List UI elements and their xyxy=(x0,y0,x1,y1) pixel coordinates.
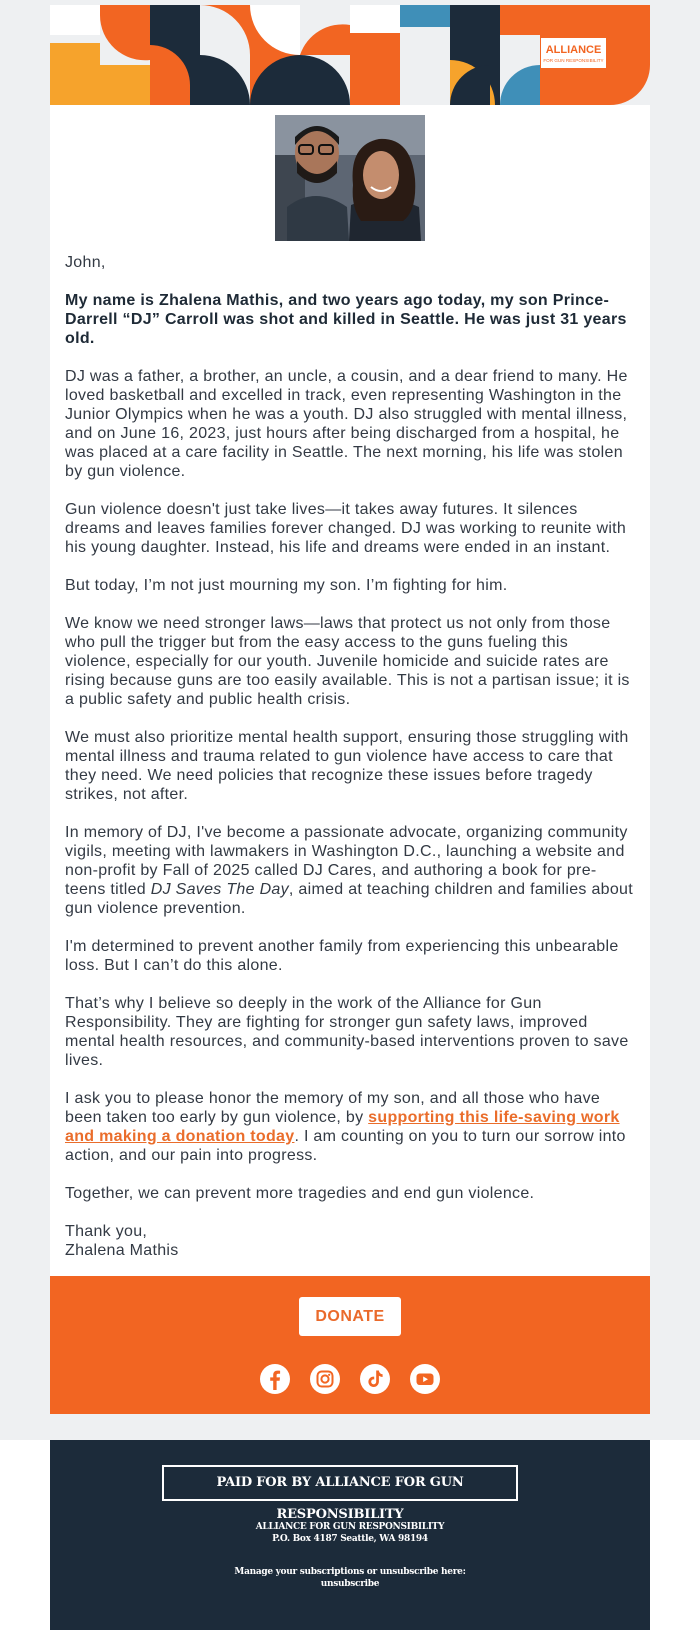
cta-section xyxy=(50,1276,650,1414)
footer-org-name: ALLIANCE FOR GUN RESPONSIBILITY xyxy=(255,1522,445,1532)
instagram-icon[interactable] xyxy=(309,1363,341,1395)
footer-manage-block xyxy=(50,1566,650,1590)
signature: Zhalena Mathis xyxy=(65,1242,179,1259)
social-links xyxy=(50,1363,650,1399)
letter-body xyxy=(50,105,650,1276)
tiktok-icon[interactable] xyxy=(359,1363,391,1395)
youtube-icon[interactable] xyxy=(409,1363,441,1395)
signoff xyxy=(65,1222,635,1260)
paragraph-ask xyxy=(65,1089,635,1165)
greeting: John, xyxy=(65,254,106,271)
footer xyxy=(50,1440,650,1630)
paragraph-mental-health: We must also prioritize mental health support, ensuring those struggling with mental illness and trauma related to gun violence have access to care that they need. We need policies that recognize these issues before tragedy strikes, not after. xyxy=(65,729,629,803)
advocacy-text: In memory of DJ, I've become a passionate advocate, organizing community vigils, meeting with lawmakers in Washington D.C., launching a website and non-profit by Fall of 2025 called DJ Cares, and authoring a book for pre-teens titled xyxy=(65,824,628,898)
book-title: DJ Saves The Day xyxy=(150,881,289,898)
paragraph-stronger-laws: We know we need stronger laws—laws that protect us not only from those who pull the trigger but from the easy access to the guns fueling this violence, especially for our youth. Juvenile homicide and suicide rates are rising because guns are too easily available. This is not a partisan issue; it is a public safety and public health crisis. xyxy=(65,615,630,708)
logo-tagline: FOR GUN RESPONSIBILITY xyxy=(543,58,604,63)
paragraph-about-dj: DJ was a father, a brother, an uncle, a cousin, and a dear friend to many. He loved basketball and excelled in track, even representing Washington in the Junior Olympics when he was a youth. DJ also struggled with mental illness, and on June 16, 2023, just hours after being discharged from a hospital, he was placed at a care facility in Seattle. The next morning, his life was stolen by gun violence. xyxy=(65,368,628,480)
lead-paragraph: My name is Zhalena Mathis, and two years ago today, my son Prince-Darrell “DJ” Carroll was shot and killed in Seattle. He was just 31 years old. xyxy=(65,292,627,347)
paragraph-together: Together, we can prevent more tragedies and end gun violence. xyxy=(65,1185,535,1202)
ask-text: I ask you to please honor the memory of my son, and all those who have been taken too early by gun violence, by xyxy=(65,1090,601,1126)
paragraph-futures: Gun violence doesn't just take lives—it takes away futures. It silences dreams and leaves families forever changed. DJ was working to reunite with his young daughter. Instead, his life and dreams were ended in an instant. xyxy=(65,501,627,556)
header-banner xyxy=(50,5,650,105)
paragraph-determined: I'm determined to prevent another family from experiencing this unbearable loss. But I can’t do this alone. xyxy=(65,938,619,974)
paragraph-advocacy xyxy=(65,823,635,918)
ask-text-end: . I am counting on you to turn our sorrow into action, and our pain into progress. xyxy=(65,1128,626,1164)
paragraph-alliance: That’s why I believe so deeply in the work of the Alliance for Gun Responsibility. They are fighting for stronger gun safety laws, improved mental health resources, and community-based interventions proven to save lives. xyxy=(65,995,629,1069)
family-photo xyxy=(275,115,425,241)
unsubscribe-link[interactable]: unsubscribe xyxy=(320,1579,380,1589)
donation-link[interactable]: supporting this life-saving work and making a donation today xyxy=(65,1109,620,1145)
footer-address: P.O. Box 4187 Seattle, WA 98194 xyxy=(272,1534,428,1544)
email-container xyxy=(50,5,650,1414)
footer-address-block xyxy=(50,1521,650,1545)
logo-wordmark: ALLIANCE xyxy=(545,44,602,56)
paid-for-notice: PAID FOR BY ALLIANCE FOR GUN RESPONSIBILITY xyxy=(162,1465,518,1501)
advocacy-text-end: , aimed at teaching children and families about gun violence prevention. xyxy=(65,881,633,917)
signoff-thanks: Thank you, xyxy=(65,1223,148,1240)
paragraph-fighting: But today, I’m not just mourning my son. I’m fighting for him. xyxy=(65,577,508,594)
facebook-icon[interactable] xyxy=(259,1363,291,1395)
donate-button[interactable]: DONATE xyxy=(299,1297,401,1336)
manage-subscriptions-text: Manage your subscriptions or unsubscribe here: xyxy=(234,1567,466,1577)
